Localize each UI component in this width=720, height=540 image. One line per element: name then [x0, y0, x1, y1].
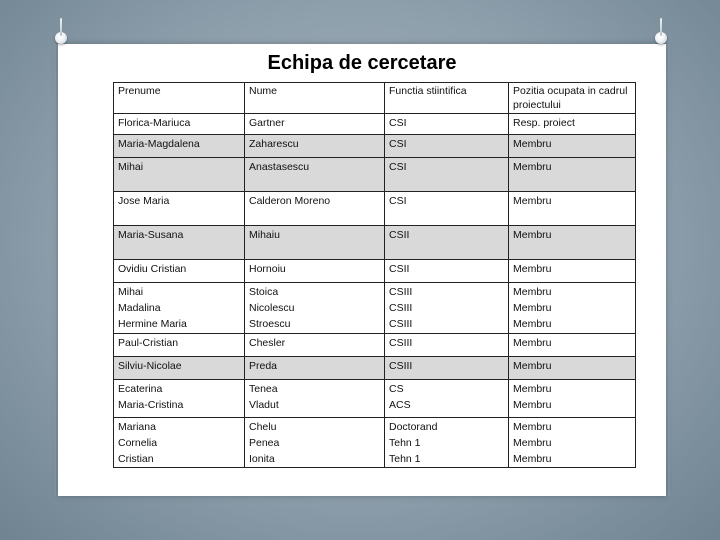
prenume-cell: [114, 226, 245, 260]
cell-line: Tehn 1: [389, 453, 421, 465]
cell-line: Resp. proiect: [513, 117, 575, 129]
nume-cell: [245, 135, 385, 158]
functia-cell: [385, 114, 509, 135]
cell-line: Mihaiu: [249, 229, 280, 241]
cell-line: Membru: [513, 337, 552, 349]
table-row: [114, 380, 636, 418]
cell-line: Membru: [513, 161, 552, 173]
pozitia-cell: [509, 334, 636, 357]
cell-line: Ionita: [249, 453, 275, 465]
functia-cell: [385, 192, 509, 226]
pozitia-cell: [509, 357, 636, 380]
cell-line: ACS: [389, 399, 411, 411]
cell-line: CSIII: [389, 286, 413, 298]
cell-line: Florica-Mariuca: [118, 117, 191, 129]
table-row: [114, 334, 636, 357]
functia-cell: [385, 158, 509, 192]
pozitia-cell: [509, 380, 636, 418]
cell-line: Silviu-Nicolae: [118, 360, 182, 372]
nume-cell: [245, 357, 385, 380]
cell-line: Doctorand: [389, 421, 438, 433]
nume-cell: [245, 260, 385, 283]
cell-line: CSI: [389, 117, 407, 129]
cell-line: Anastasescu: [249, 161, 310, 173]
cell-line: Mihai: [118, 286, 144, 298]
functia-cell: [385, 283, 509, 334]
cell-line: Cornelia: [118, 437, 158, 449]
pozitia-cell: [509, 260, 636, 283]
functia-cell: [385, 380, 509, 418]
cell-line: Membru: [513, 263, 552, 275]
cell-line: Tenea: [249, 383, 278, 395]
cell-line: Membru: [513, 453, 552, 465]
cell-line: Zaharescu: [249, 138, 299, 150]
cell-line: Chesler: [249, 337, 286, 349]
cell-line: CSIII: [389, 360, 413, 372]
cell-line: Ecaterina: [118, 383, 163, 395]
nume-cell: [245, 380, 385, 418]
column-header-functia: Functia stiintifica: [385, 83, 509, 114]
cell-line: Membru: [513, 399, 552, 411]
cell-line: CSI: [389, 161, 407, 173]
functia-cell: [385, 226, 509, 260]
prenume-cell: [114, 283, 245, 334]
functia-cell: [385, 260, 509, 283]
cell-line: Mariana: [118, 421, 156, 433]
prenume-cell: [114, 260, 245, 283]
cell-line: CSIII: [389, 318, 413, 330]
prenume-cell: [114, 334, 245, 357]
cell-line: Madalina: [118, 302, 161, 314]
pozitia-cell: [509, 226, 636, 260]
prenume-cell: [114, 192, 245, 226]
cell-line: Membru: [513, 195, 552, 207]
cell-line: Membru: [513, 286, 552, 298]
nume-cell: [245, 192, 385, 226]
table-row: [114, 226, 636, 260]
pozitia-cell: [509, 158, 636, 192]
cell-line: Tehn 1: [389, 437, 421, 449]
cell-line: CSII: [389, 229, 410, 241]
prenume-cell: [114, 135, 245, 158]
pozitia-cell: [509, 418, 636, 468]
binder-ring-left-icon: [55, 32, 67, 44]
table-row: [114, 260, 636, 283]
cell-line: Hornoiu: [249, 263, 286, 275]
page-title: Echipa de cercetare: [267, 52, 457, 74]
table-header-row: [114, 83, 636, 114]
cell-line: Membru: [513, 138, 552, 150]
cell-line: Vladut: [249, 399, 279, 411]
cell-line: Membru: [513, 302, 552, 314]
research-team-table: [113, 82, 636, 468]
prenume-cell: [114, 418, 245, 468]
cell-line: Chelu: [249, 421, 277, 433]
nume-cell: [245, 418, 385, 468]
nume-cell: [245, 226, 385, 260]
cell-line: Calderon Moreno: [249, 195, 331, 207]
cell-line: Nicolescu: [249, 302, 295, 314]
cell-line: Maria-Cristina: [118, 399, 184, 411]
pozitia-cell: [509, 114, 636, 135]
prenume-cell: [114, 357, 245, 380]
prenume-cell: [114, 158, 245, 192]
cell-line: Gartner: [249, 117, 285, 129]
binder-ring-right-icon: [655, 32, 667, 44]
cell-line: Maria-Susana: [118, 229, 184, 241]
cell-line: Membru: [513, 360, 552, 372]
cell-line: Stoica: [249, 286, 279, 298]
table-row: [114, 114, 636, 135]
table-row: [114, 283, 636, 334]
functia-cell: [385, 334, 509, 357]
cell-line: CSI: [389, 195, 407, 207]
cell-line: Preda: [249, 360, 278, 372]
cell-line: Membru: [513, 318, 552, 330]
pozitia-cell: [509, 135, 636, 158]
table-row: [114, 135, 636, 158]
cell-line: Ovidiu Cristian: [118, 263, 187, 275]
cell-line: CSI: [389, 138, 407, 150]
column-header-prenume: Prenume: [114, 83, 245, 114]
table-row: [114, 192, 636, 226]
cell-line: CSIII: [389, 302, 413, 314]
functia-cell: [385, 357, 509, 380]
cell-line: Membru: [513, 421, 552, 433]
cell-line: Maria-Magdalena: [118, 138, 200, 150]
functia-cell: [385, 418, 509, 468]
cell-line: Cristian: [118, 453, 154, 465]
column-header-pozitia: Pozitia ocupata in cadrul proiectului: [509, 83, 636, 114]
table-body: [114, 114, 636, 468]
cell-line: Paul-Cristian: [118, 337, 179, 349]
nume-cell: [245, 283, 385, 334]
cell-line: Hermine Maria: [118, 318, 187, 330]
table-row: [114, 418, 636, 468]
cell-line: Membru: [513, 383, 552, 395]
prenume-cell: [114, 380, 245, 418]
pozitia-cell: [509, 192, 636, 226]
table-row: [114, 357, 636, 380]
cell-line: Membru: [513, 437, 552, 449]
cell-line: Penea: [249, 437, 280, 449]
cell-line: CSIII: [389, 337, 413, 349]
cell-line: Mihai: [118, 161, 144, 173]
cell-line: Membru: [513, 229, 552, 241]
pozitia-cell: [509, 283, 636, 334]
column-header-nume: Nume: [245, 83, 385, 114]
table-row: [114, 158, 636, 192]
nume-cell: [245, 114, 385, 135]
nume-cell: [245, 334, 385, 357]
functia-cell: [385, 135, 509, 158]
prenume-cell: [114, 114, 245, 135]
cell-line: Jose Maria: [118, 195, 170, 207]
cell-line: Stroescu: [249, 318, 291, 330]
cell-line: CSII: [389, 263, 410, 275]
cell-line: CS: [389, 383, 404, 395]
nume-cell: [245, 158, 385, 192]
